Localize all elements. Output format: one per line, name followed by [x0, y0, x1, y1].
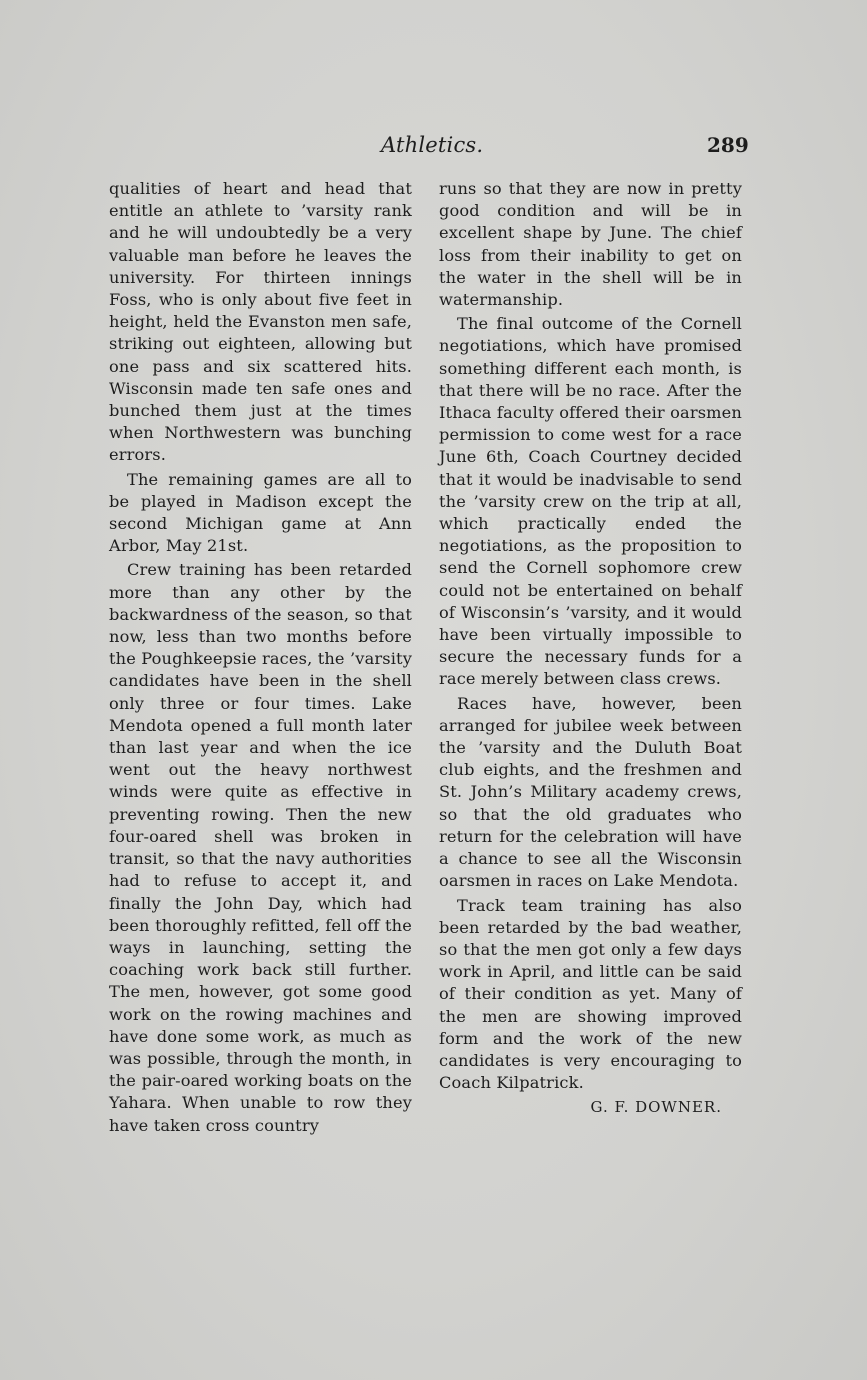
paragraph: runs so that they are now in pretty good condition and will be in excellent shape by June. The chief loss from their inability to get on the water in the shell will be in watermanship.	[439, 179, 742, 310]
right-column	[439, 178, 742, 1119]
paragraph: The remaining games are all to be played in Madison except the second Michigan game at Ann Arbor, May 21st.	[109, 469, 412, 556]
paragraph: qualities of heart and head that entitle an athlete to ’varsity rank and he will undoubtedly be a very valuable man before he leaves the university. For thirteen innings Foss, who is only about five feet in height, held the Evanston men safe, striking out eighteen, allowing but one pass and six scattered hits. Wisconsin made ten safe ones and bunched them just at the times when Northwestern was bunching errors.	[109, 179, 412, 465]
page-number: 289	[707, 133, 749, 157]
running-header-title: Athletics.	[381, 133, 484, 157]
author-signature: G. F. DOWNER.	[590, 1098, 722, 1117]
paragraph: Races have, however, been arranged for jubilee week between the ’varsity and the Duluth Boat club eights, and the freshmen and St. John’s Military academy crews, so that the old graduates who return for the celebration will have a chance to see all the Wisconsin oarsmen in races on Lake Mendota.	[439, 693, 742, 891]
left-column	[109, 178, 412, 1137]
paragraph: Track team training has also been retarded by the bad weather, so that the men got only a few days work in April, and little can be said of their condition as yet. Many of the men are showing improved form and the work of the new candidates is very encouraging to Coach Kilpatrick.	[439, 895, 742, 1093]
paragraph: Crew training has been retarded more than any other by the backwardness of the season, so that now, less than two months before the Poughkeepsie races, the ’varsity candidates have been in the shell only three or four times. Lake Mendota opened a full month later than last year and when the ice went out the heavy northwest winds were quite as effective in preventing rowing. Then the new four-oared shell was broken in transit, so that the navy authorities had to refuse to accept it, and finally the John Day, which had been thoroughly refitted, fell off the ways in launching, setting the coaching work back still further. The men, however, got some good work on the rowing machines and have done some work, as much as was possible, through the month, in the pair-oared working boats on the Yahara. When unable to row they have taken cross country	[109, 560, 412, 1135]
paragraph: The final outcome of the Cornell negotiations, which have promised something different each month, is that there will be no race. After the Ithaca faculty offered their oarsmen permission to come west for a race June 6th, Coach Courtney decided that it would be inadvisable to send the ’varsity crew on the trip at all, which practically ended the negotiations, as the proposition to send the Cornell sophomore crew could not be entertained on behalf of Wisconsin’s ’varsity, and it would have been virtually impossible to secure the necessary funds for a race merely between class crews.	[439, 314, 742, 689]
